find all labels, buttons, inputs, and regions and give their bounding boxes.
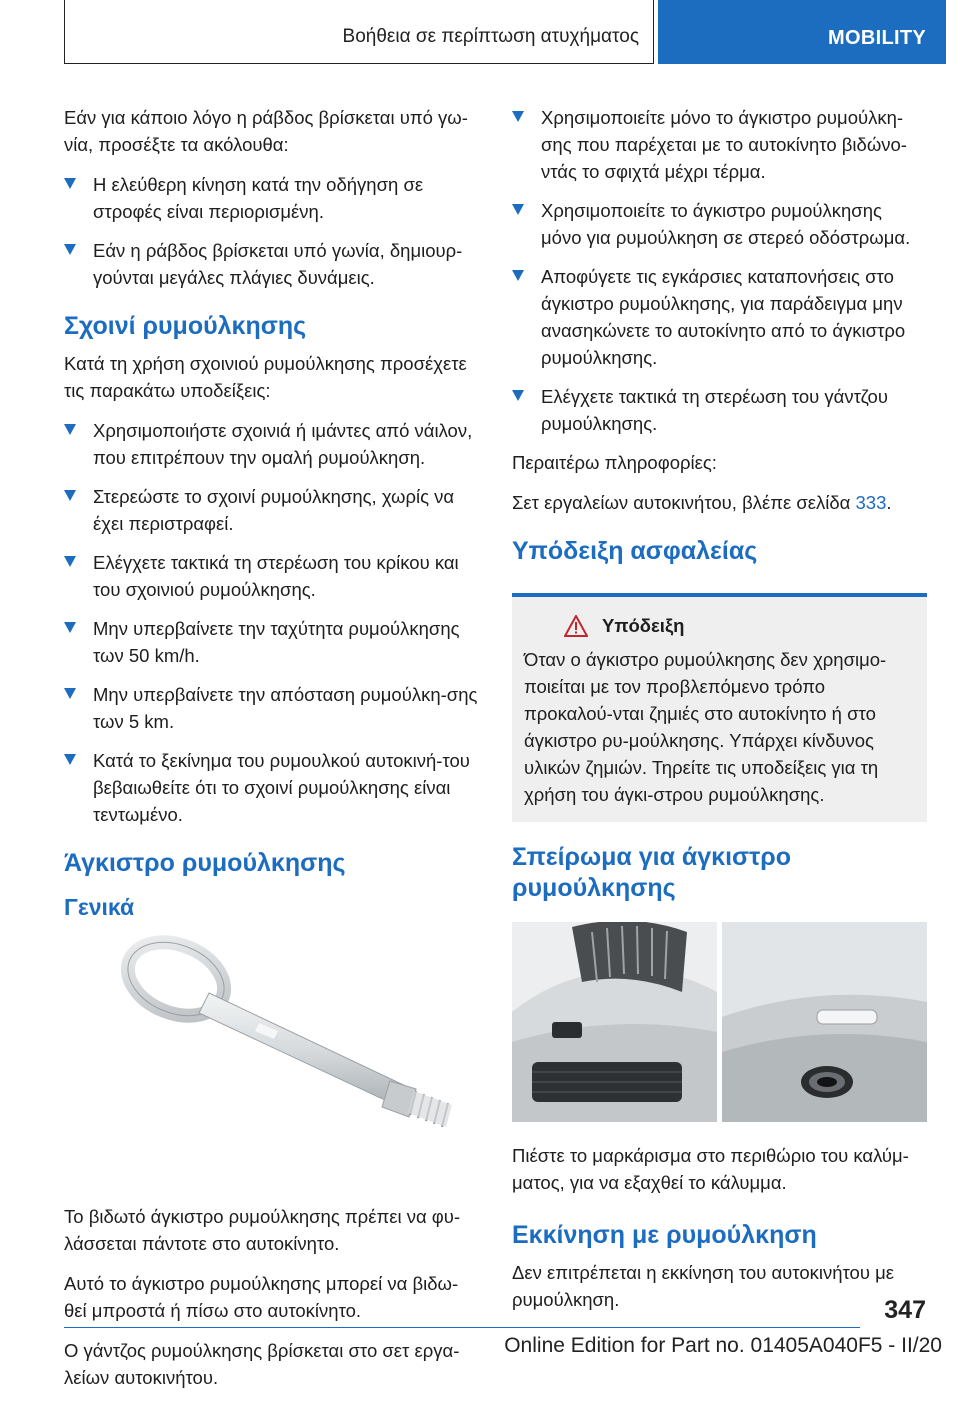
- list-item: Κατά το ξεκίνημα του ρυμουλκού αυτοκινή-του βεβαιωθείτε ότι το σχοινί ρυμούλκησης είναι τεντωμένο.: [64, 747, 479, 828]
- bullet-triangle-icon: [64, 244, 76, 255]
- hook-usage-bullet-list: [512, 104, 927, 437]
- bullet-triangle-icon: [64, 178, 76, 189]
- intro-bullet-list: [64, 171, 479, 291]
- rope-heading: Σχοινί ρυμούλκησης: [64, 312, 307, 340]
- rope-bullet-list: [64, 417, 479, 828]
- bullet-triangle-icon: [64, 556, 76, 567]
- list-item: Ελέγχετε τακτικά τη στερέωση του κρίκου και του σχοινιού ρυμούλκησης.: [64, 549, 479, 603]
- list-item: Εάν η ράβδος βρίσκεται υπό γωνία, δημιουρ-γούνται μεγάλες πλάγιες δυνάμεις.: [64, 237, 479, 291]
- more-info-label: Περαιτέρω πληροφορίες:: [512, 452, 717, 473]
- warning-triangle-icon: [564, 615, 588, 637]
- bullet-triangle-icon: [512, 390, 524, 401]
- bullet-triangle-icon: [512, 111, 524, 122]
- warning-title: Υπόδειξη: [602, 615, 685, 636]
- general-subheading: Γενικά: [64, 894, 135, 920]
- start-text: Δεν επιτρέπεται η εκκίνηση του αυτοκινήτου με ρυμούλκηση.: [512, 1262, 895, 1310]
- left-column: [64, 104, 479, 1404]
- start-heading: Εκκίνηση με ρυμούλκηση: [512, 1221, 817, 1249]
- hook-paragraph: Αυτό το άγκιστρο ρυμούλκησης μπορεί να βιδω-θεί μπροστά ή πίσω στο αυτοκίνητο.: [64, 1273, 459, 1321]
- footer-edition: Online Edition for Part no. 01405A040F5 - II/20: [504, 1334, 942, 1357]
- warning-box: [512, 593, 927, 822]
- warning-text: Όταν ο άγκιστρο ρυμούλκησης δεν χρησιμο-ποιείται με τον προβλεπόμενο τρόπο προκαλού-νται ζημιές στο αυτοκίνητο ή στο άγκιστρο ρυ-μούλκησης. Υπάρχει κίνδυνος υλικών ζημιών. Τηρείτε τις υποδείξεις για τη χρήση του άγκι-στρου ρυμούλκησης.: [524, 649, 887, 805]
- tow-hook-illustration: [64, 921, 479, 1191]
- footer-divider: [64, 1327, 860, 1328]
- thread-text: Πιέστε το μαρκάρισμα στο περιθώριο του καλύμ-ματος, για να εξαχθεί το κάλυμμα.: [512, 1145, 909, 1193]
- bullet-triangle-icon: [64, 688, 76, 699]
- hook-paragraph: Ο γάντζος ρυμούλκησης βρίσκεται στο σετ εργα-λείων αυτοκινήτου.: [64, 1340, 460, 1388]
- hook-paragraph: Το βιδωτό άγκιστρο ρυμούλκησης πρέπει να φυ-λάσσεται πάντοτε στο αυτοκίνητο.: [64, 1206, 461, 1254]
- rope-intro: Κατά τη χρήση σχοινιού ρυμούλκησης προσέχετε τις παρακάτω υποδείξεις:: [64, 353, 467, 401]
- bullet-triangle-icon: [512, 270, 524, 281]
- rear-bumper-photo: [722, 922, 927, 1122]
- page-link[interactable]: 333: [855, 492, 887, 513]
- list-item: Μην υπερβαίνετε την απόσταση ρυμούλκη-σης των 5 km.: [64, 681, 479, 735]
- rear-bumper-image-icon: [722, 922, 927, 1122]
- section-tab-label: MOBILITY: [828, 27, 926, 49]
- bullet-triangle-icon: [512, 204, 524, 215]
- tow-hook-icon: [64, 921, 479, 1191]
- bullet-triangle-icon: [64, 754, 76, 765]
- list-item: Χρησιμοποιείτε το άγκιστρο ρυμούλκησης μόνο για ρυμούλκηση σε στερεό οδόστρωμα.: [512, 197, 927, 251]
- list-item: Ελέγχετε τακτικά τη στερέωση του γάντζου ρυμούλκησης.: [512, 383, 927, 437]
- list-item: Μην υπερβαίνετε την ταχύτητα ρυμούλκησης των 50 km/h.: [64, 615, 479, 669]
- list-item: Η ελεύθερη κίνηση κατά την οδήγηση σε στροφές είναι περιορισμένη.: [64, 171, 479, 225]
- warning-header: [564, 615, 915, 637]
- list-item: Στερεώστε το σχοινί ρυμούλκησης, χωρίς να έχει περιστραφεί.: [64, 483, 479, 537]
- bullet-triangle-icon: [64, 424, 76, 435]
- front-bumper-image-icon: [512, 922, 717, 1122]
- section-tab[interactable]: [658, 0, 946, 64]
- thread-heading: Σπείρωμα για άγκιστρο ρυμούλκησης: [512, 843, 792, 902]
- right-column: [512, 104, 927, 1326]
- bumper-photos: [512, 922, 927, 1122]
- hook-heading: Άγκιστρο ρυμούλκησης: [64, 849, 346, 877]
- list-item: Χρησιμοποιείτε μόνο το άγκιστρο ρυμούλκη-σης που παρέχεται με το αυτοκίνητο βιδώνο-ντάς το σφιχτά μέχρι τέρμα.: [512, 104, 927, 185]
- safety-heading: Υπόδειξη ασφαλείας: [512, 537, 758, 565]
- list-item: Αποφύγετε τις εγκάρσιες καταπονήσεις στο άγκιστρο ρυμούλκησης, για παράδειγμα μην ανασηκώνετε το αυτοκίνητο από το άγκιστρο ρυμούλκησης.: [512, 263, 927, 371]
- bullet-triangle-icon: [64, 622, 76, 633]
- tool-kit-reference: Σετ εργαλείων αυτοκινήτου, βλέπε σελίδα 333.: [512, 492, 892, 513]
- list-item: Χρησιμοποιήστε σχοινιά ή ιμάντες από νάιλον, που επιτρέπουν την ομαλή ρυμούλκηση.: [64, 417, 479, 471]
- chapter-title: Βοήθεια σε περίπτωση ατυχήματος: [342, 26, 639, 47]
- bullet-triangle-icon: [64, 490, 76, 501]
- front-bumper-photo: [512, 922, 717, 1122]
- intro-paragraph: Εάν για κάποιο λόγο η ράβδος βρίσκεται υπό γω-νία, προσέξτε τα ακόλουθα:: [64, 107, 468, 155]
- page-number: 347: [884, 1296, 926, 1324]
